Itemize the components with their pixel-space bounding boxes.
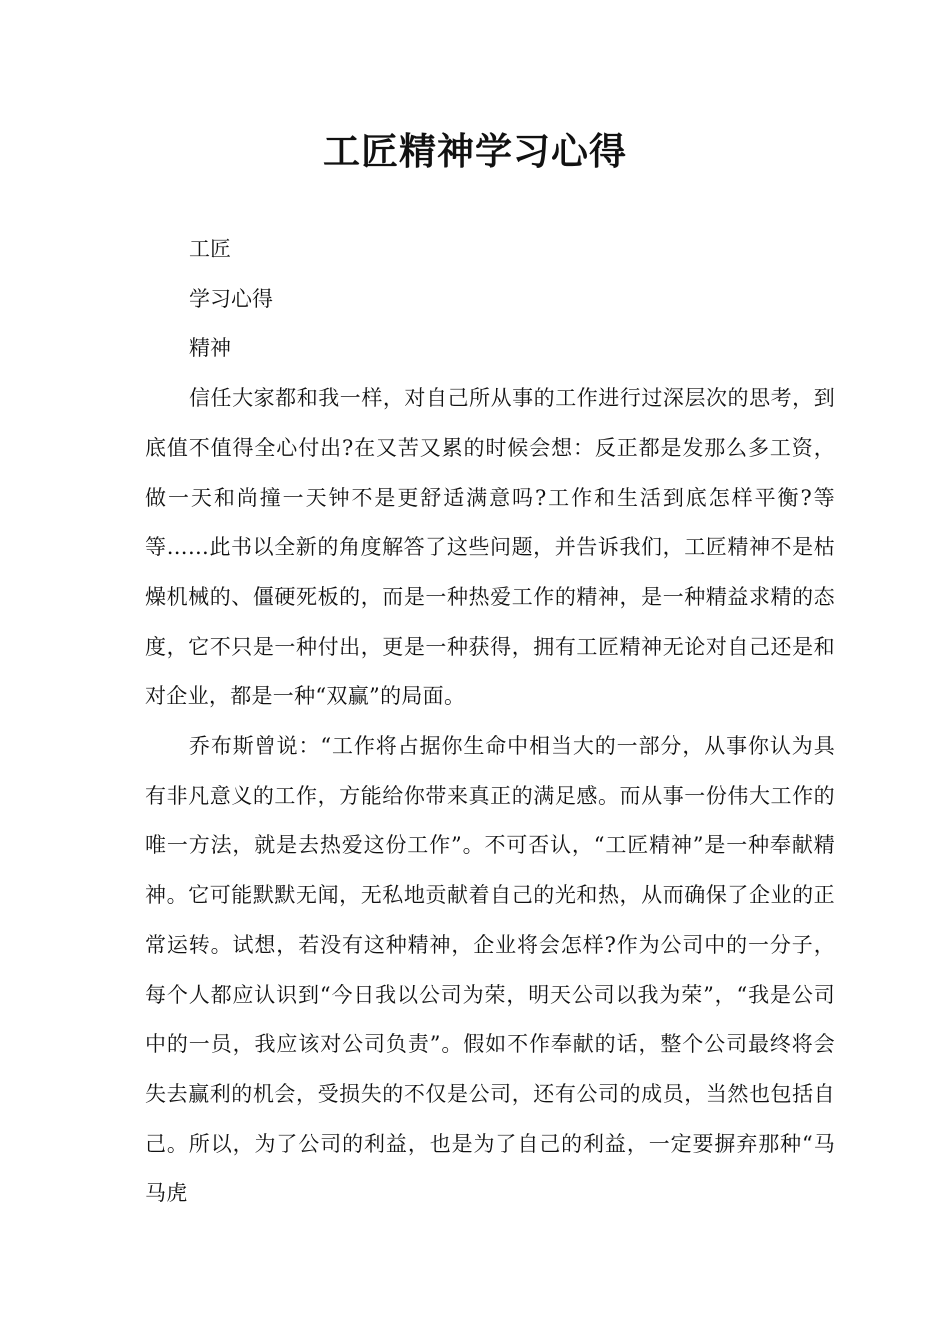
body-paragraph: 信任大家都和我一样，对自己所从事的工作进行过深层次的思考，到底值不值得全心付出?在又苦又累的时候会想：反正都是发那么多工资，做一天和尚撞一天钟不是更舒适满意吗?工作和生活到底怎样平衡?等等……此书以全新的角度解答了这些问题，并告诉我们，工匠精神不是枯燥机械的、僵硬死板的，而是一种热爱工作的精神，是一种精益求精的态度，它不只是一种付出，更是一种获得，拥有工匠精神无论对自己还是和对企业，都是一种“双赢”的局面。	[145, 386, 835, 709]
keyword-line: 精神	[189, 336, 231, 361]
document-title: 工匠精神学习心得	[323, 130, 627, 173]
keyword-line: 工匠	[189, 237, 231, 261]
keyword-line: 学习心得	[189, 286, 273, 311]
body-paragraph: 乔布斯曾说：“工作将占据你生命中相当大的一部分，从事你认为具有非凡意义的工作，方能给你带来真正的满足感。而从事一份伟大工作的唯一方法，就是去热爱这份工作”。不可否认，“工匠精神”是一种奉献精神。它可能默默无闻，无私地贡献着自己的光和热，从而确保了企业的正常运转。试想，若没有这种精神，企业将会怎样?作为公司中的一分子，每个人都应认识到“今日我以公司为荣，明天公司以我为荣”，“我是公司中的一员，我应该对公司负责”。假如不作奉献的话，整个公司最终将会失去赢利的机会，受损失的不仅是公司，还有公司的成员，当然也包括自己。所以，为了公司的利益，也是为了自己的利益，一定要摒弃那种“马马虎	[145, 734, 835, 1206]
document-body	[145, 225, 835, 1219]
